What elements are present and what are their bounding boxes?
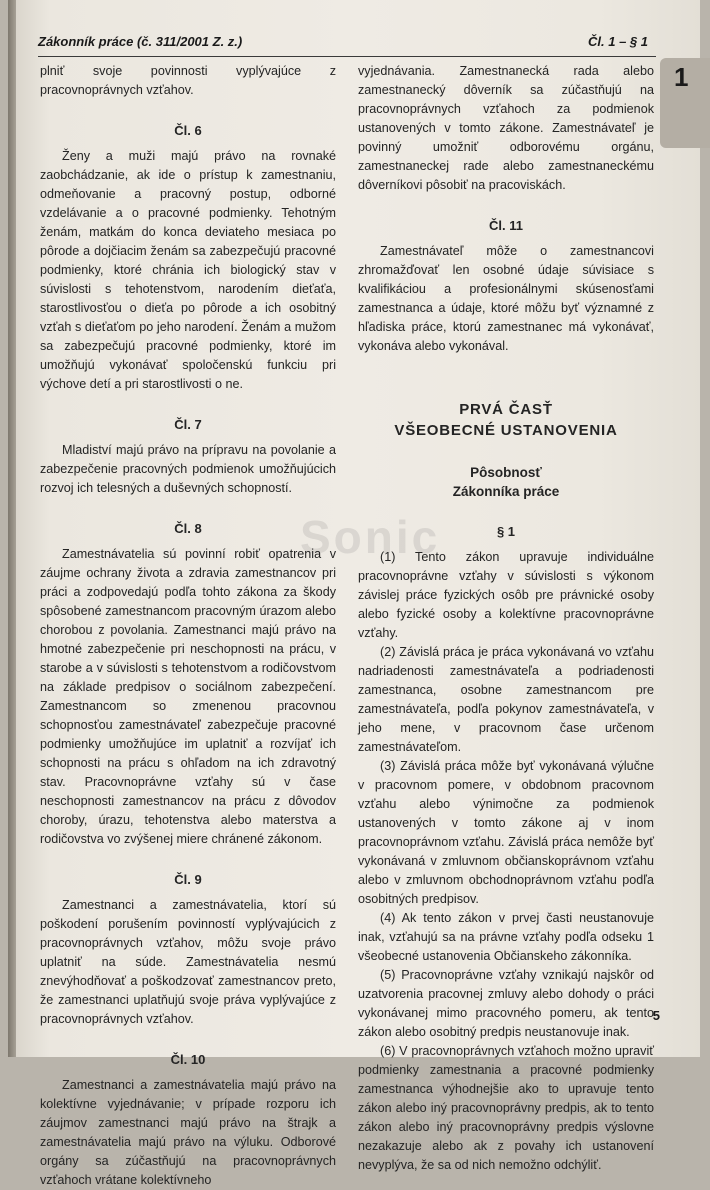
page-number: 5	[652, 1008, 660, 1023]
book-page	[8, 0, 700, 1187]
article-11-heading: Čl. 11	[489, 218, 523, 233]
paragraph-continuation: plniť svoje povinnosti vyplývajúce z pracovnoprávnych vzťahov.	[40, 64, 336, 97]
article-6-text: Ženy a muži majú právo na rovnaké zaobchádzanie, ak ide o prístup k zamestnaniu, odmeňovanie a pracovný postup, odborné vzdelávanie a o pracovné podmienky. Tehotným ženám, matkám do konca deviateho mesiaca po pôrode a dojčiacim ženám sa zabezpečujú pracovné podmienky, ktoré chránia ich biologický stav v súvislosti s tehotenstvom, narodením dieťaťa, starostlivosťou o dieťa po pôrode a ich osobitný vzťah s dieťaťom po jeho narodení. Ženám a mužom sa zabezpečujú pracovné podmienky, ktoré im umožňujú vykonávať spoločenskú funkciu pri výchove detí a pri starostlivosti o ne.	[40, 149, 336, 391]
article-11-text: Zamestnávateľ môže o zamestnancovi zhromažďovať len osobné údaje súvisiace s kvalifikáciou a profesionálnymi skúsenosťami zamestnanca a údaje, ktoré môžu byť významné z hľadiska práce, ktorú zamestnanec má vykonávať, vykonáva alebo vykonával.	[358, 244, 654, 353]
article-8-text: Zamestnávatelia sú povinní robiť opatrenia v záujme ochrany života a zdravia zamestnancov pri práci a zodpovedajú podľa tohto zákona za škody spôsobené zamestnancom pracovným úrazom alebo chorobou z povolania. Zamestnanci majú právo na hmotné zabezpečenie pri neschopnosti na prácu, v starobe a v súvislosti s tehotenstvom a rodičovstvom na základe predpisov o sociálnom zabezpečení. Zamestnancom so zmenenou pracovnou schopnosťou zamestnávateľ zabezpečuje pracovné podmienky umožňujúce im uplatniť a rozvíjať ich schopnosti na prácu s ohľadom na ich zdravotný stav. Pracovnoprávne vzťahy sú v čase neschopnosti zamestnancov na prácu z dôvodov choroby, úrazu, tehotenstva alebo materstva a rodičovstva vo zvýšenej miere chránené zákonom.	[40, 547, 336, 846]
article-10-heading: Čl. 10	[170, 1052, 206, 1067]
chapter-tab-number: 1	[674, 62, 689, 92]
part-title-line-2: VŠEOBECNÉ USTANOVENIA	[394, 422, 618, 439]
running-header-title: Zákonník práce (č. 311/2001 Z. z.)	[38, 34, 243, 49]
article-8-heading: Čl. 8	[174, 521, 202, 536]
left-column	[40, 62, 336, 1190]
article-9-heading: Čl. 9	[174, 872, 202, 887]
section-1-paragraph-1: (1) Tento zákon upravuje individuálne pracovnoprávne vzťahy v súvislosti s výkonom závislej práce fyzických osôb pre právnické osoby alebo fyzické osoby a kolektívne pracovnoprávne vzťahy.	[358, 550, 654, 640]
page-binding-shadow	[8, 0, 16, 1057]
article-7-heading: Čl. 7	[174, 417, 202, 432]
header-rule	[38, 56, 656, 57]
part-title	[358, 399, 654, 441]
section-1-paragraph-2: (2) Závislá práca je práca vykonávaná vo vzťahu nadriadenosti zamestnávateľa a podriadenosti zamestnanca, osobne zamestnancom pre zamestnávateľa, podľa pokynov zamestnávateľa, v jeho mene, v pracovnom čase určenom zamestnávateľom.	[358, 645, 654, 754]
section-1-paragraph-4: (4) Ak tento zákon v prvej časti neustanovuje inak, vzťahujú sa na právne vzťahy podľa odseku 1 všeobecné ustanovenia Občianskeho zákonníka.	[358, 911, 654, 963]
part-title-line-1: PRVÁ ČASŤ	[459, 401, 553, 418]
section-group-title	[358, 463, 654, 501]
watermark: Sonic	[300, 511, 441, 563]
section-1-paragraph-3: (3) Závislá práca môže byť vykonávaná výlučne v pracovnom pomere, v obdobnom pracovnom vzťahu alebo výnimočne za podmienok ustanovených v tomto zákone aj v inom pracovnoprávnom vzťahu. Závislá práca nemôže byť vykonávaná v zmluvnom občianskoprávnom vzťahu alebo v zmluvnom obchodnoprávnom vzťahu podľa osobitných predpisov.	[358, 759, 654, 906]
section-group-title-line-1: Pôsobnosť	[470, 465, 542, 480]
right-column	[358, 62, 654, 1175]
article-7-text: Mladiství majú právo na prípravu na povolanie a zabezpečenie pracovných podmienok umožňujúcich rozvoj ich telesných a duševných schopností.	[40, 443, 336, 495]
article-10-text: Zamestnanci a zamestnávatelia majú právo na kolektívne vyjednávanie; v prípade rozporu ich záujmov zamestnanci majú právo na štrajk a zamestnávatelia majú právo na výluku. Odborové orgány sa zúčastňujú na pracovnoprávnych vzťahoch vrátane kolektívneho	[40, 1078, 336, 1187]
article-10-text-continuation: vyjednávania. Zamestnanecká rada alebo zamestnanecký dôverník sa zúčastňujú na pracovnoprávnych vzťahoch za podmienok ustanovených v tomto zákone. Zamestnávateľ je povinný umožniť odborovému orgánu, zamestnaneckej rade alebo zamestnaneckému dôverníkovi pôsobiť na pracoviskách.	[358, 64, 654, 192]
section-1-heading: § 1	[496, 524, 516, 539]
article-9-text: Zamestnanci a zamestnávatelia, ktorí sú poškodení porušením povinností vyplývajúcich z pracovnoprávnych vzťahov, môžu svoje právo uplatniť na súde. Zamestnávatelia nesmú znevýhodňovať a poškodzovať zamestnancov preto, že zamestnanci uplatňujú svoje práva vyplývajúce z pracovnoprávnych vzťahov.	[40, 898, 336, 1026]
section-1-paragraph-6: (6) V pracovnoprávnych vzťahoch možno upraviť podmienky zamestnania a pracovné podmienky zamestnanca výhodnejšie ako to upravuje tento zákon alebo iný pracovnoprávny predpis, ak to tento zákon alebo iný pracovnoprávny predpis výslovne nezakazuje alebo ak z povahy ich ustanovení nevyplýva, že sa od nich nemožno odchýliť.	[358, 1044, 654, 1172]
chapter-thumb-tab	[660, 58, 710, 148]
running-header-section: Čl. 1 – § 1	[588, 34, 648, 49]
article-6-heading: Čl. 6	[174, 123, 202, 138]
section-group-title-line-2: Zákonníka práce	[452, 484, 560, 499]
section-1-paragraph-5: (5) Pracovnoprávne vzťahy vznikajú najskôr od uzatvorenia pracovnej zmluvy alebo dohody o práci vykonávanej mimo pracovného pomeru, ak tento zákon alebo osobitný predpis neustanovuje inak.	[358, 968, 654, 1039]
